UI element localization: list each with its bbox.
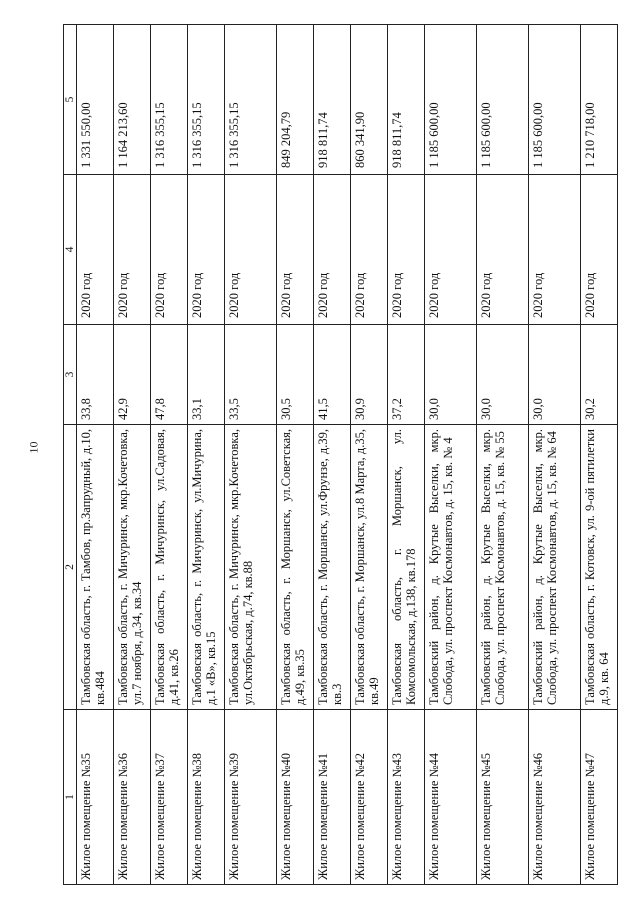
cell-address: Тамбовская область, г. Моршанск, ул.8 Марта, д.35, кв.49 (351, 425, 388, 710)
cell-area: 37,2 (388, 325, 425, 425)
cell-name: Жилое помещение №41 (314, 710, 351, 885)
table-row (529, 25, 581, 885)
cell-address: Тамбовский район, д. Крутые Выселки, мкр. Слобода, ул. проспект Космонавтов, д. 15, кв. № 64 (529, 425, 581, 710)
table-row (388, 25, 425, 885)
cell-year: 2020 год (314, 175, 351, 325)
cell-address: Тамбовская область, г. Мичуринск, мкр.Кочетовка, ул.7 ноября, д.34, кв.34 (114, 425, 151, 710)
cell-area: 47,8 (151, 325, 188, 425)
cell-name: Жилое помещение №47 (581, 710, 618, 885)
cell-price: 860 341,90 (351, 25, 388, 175)
cell-area: 30,2 (581, 325, 618, 425)
table-row (425, 25, 477, 885)
cell-year: 2020 год (114, 175, 151, 325)
cell-price: 1 316 355,15 (151, 25, 188, 175)
table-row (77, 25, 114, 885)
cell-price: 918 811,74 (388, 25, 425, 175)
cell-address: Тамбовская область, г. Мичуринск, мкр.Кочетовка, ул.Октябрьская, д.74, кв.88 (225, 425, 277, 710)
cell-area: 30,5 (277, 325, 314, 425)
cell-price: 1 316 355,15 (225, 25, 277, 175)
table-row (188, 25, 225, 885)
cell-year: 2020 год (225, 175, 277, 325)
property-table-wrapper (63, 25, 611, 885)
cell-price: 1 185 600,00 (477, 25, 529, 175)
property-table (63, 24, 618, 885)
cell-price: 1 185 600,00 (425, 25, 477, 175)
cell-name: Жилое помещение №36 (114, 710, 151, 885)
cell-name: Жилое помещение №44 (425, 710, 477, 885)
cell-year: 2020 год (188, 175, 225, 325)
cell-address: Тамбовская область, г. Моршанск, ул.Советская, д.49, кв.35 (277, 425, 314, 710)
cell-area: 30,0 (477, 325, 529, 425)
cell-year: 2020 год (277, 175, 314, 325)
column-header: 2 (64, 425, 77, 710)
cell-year: 2020 год (77, 175, 114, 325)
cell-price: 1 210 718,00 (581, 25, 618, 175)
cell-area: 30,0 (529, 325, 581, 425)
cell-name: Жилое помещение №40 (277, 710, 314, 885)
cell-address: Тамбовская область, г. Мичуринск, ул.Садовая, д.41, кв.26 (151, 425, 188, 710)
cell-address: Тамбовская область, г. Моршанск, ул. Комсомольская, д.138, кв.178 (388, 425, 425, 710)
cell-name: Жилое помещение №37 (151, 710, 188, 885)
table-row (151, 25, 188, 885)
cell-name: Жилое помещение №35 (77, 710, 114, 885)
cell-area: 30,9 (351, 325, 388, 425)
cell-name: Жилое помещение №46 (529, 710, 581, 885)
table-row (581, 25, 618, 885)
cell-area: 33,5 (225, 325, 277, 425)
cell-price: 1 164 213,60 (114, 25, 151, 175)
cell-price: 1 316 355,15 (188, 25, 225, 175)
cell-year: 2020 год (477, 175, 529, 325)
cell-year: 2020 год (581, 175, 618, 325)
cell-address: Тамбовская область, г. Моршанск, ул.Фрунзе, д.39, кв.3 (314, 425, 351, 710)
cell-address: Тамбовский район, д. Крутые Выселки, мкр. Слобода, ул. проспект Космонавтов, д. 15, кв. № 55 (477, 425, 529, 710)
column-header: 5 (64, 25, 77, 175)
column-header: 3 (64, 325, 77, 425)
cell-price: 1 185 600,00 (529, 25, 581, 175)
table-row (114, 25, 151, 885)
column-header: 4 (64, 175, 77, 325)
cell-name: Жилое помещение №38 (188, 710, 225, 885)
cell-year: 2020 год (351, 175, 388, 325)
column-header: 1 (64, 710, 77, 885)
table-row (314, 25, 351, 885)
cell-area: 42,9 (114, 325, 151, 425)
cell-price: 849 204,79 (277, 25, 314, 175)
page-number: 10 (26, 441, 41, 454)
cell-year: 2020 год (529, 175, 581, 325)
cell-name: Жилое помещение №43 (388, 710, 425, 885)
cell-area: 33,1 (188, 325, 225, 425)
cell-area: 30,0 (425, 325, 477, 425)
cell-name: Жилое помещение №39 (225, 710, 277, 885)
header-row (64, 25, 77, 885)
table-row (477, 25, 529, 885)
cell-price: 918 811,74 (314, 25, 351, 175)
cell-area: 33,8 (77, 325, 114, 425)
cell-year: 2020 год (151, 175, 188, 325)
table-row (277, 25, 314, 885)
cell-address: Тамбовская область, г. Котовск, ул. 9-ой пятилетки д.9, кв. 64 (581, 425, 618, 710)
table-row (351, 25, 388, 885)
cell-address: Тамбовский район, д. Крутые Выселки, мкр. Слобода, ул. проспект Космонавтов, д. 15, кв. № 4 (425, 425, 477, 710)
cell-year: 2020 год (425, 175, 477, 325)
cell-name: Жилое помещение №45 (477, 710, 529, 885)
cell-address: Тамбовская область, г. Мичуринск, ул.Мичурина, д.1 «В», кв.15 (188, 425, 225, 710)
cell-address: Тамбовская область, г. Тамбов, пр.Запрудный, д.10, кв.484 (77, 425, 114, 710)
table-row (225, 25, 277, 885)
cell-area: 41,5 (314, 325, 351, 425)
cell-price: 1 331 550,00 (77, 25, 114, 175)
cell-name: Жилое помещение №42 (351, 710, 388, 885)
cell-year: 2020 год (388, 175, 425, 325)
